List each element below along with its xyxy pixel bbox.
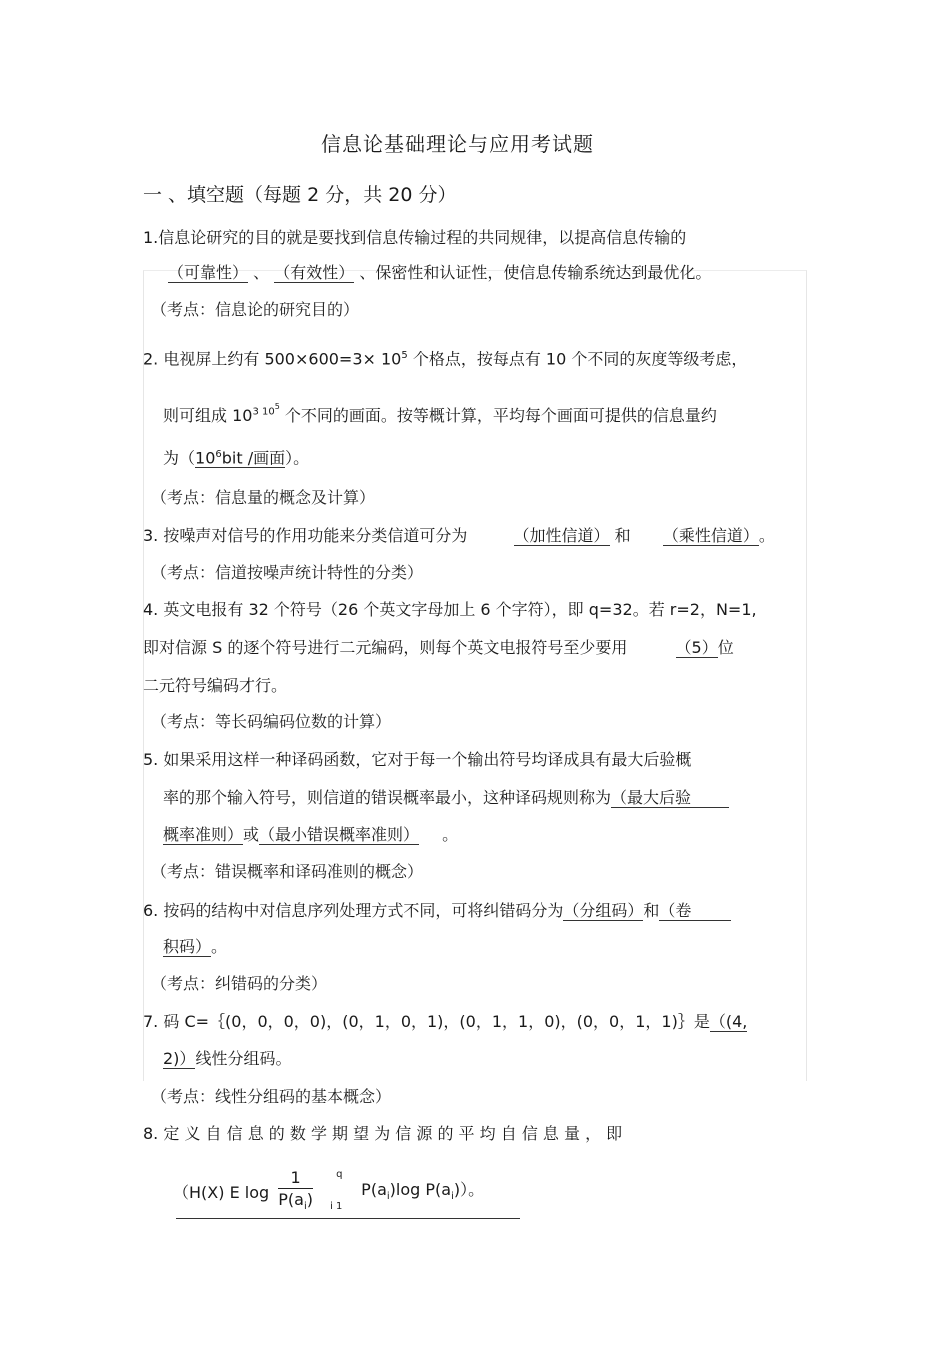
q7-line1 (143, 1012, 747, 1032)
q1-sep: 、 (253, 263, 270, 282)
q6-line1 (143, 901, 731, 921)
q8-formula-start: （H(X) E log (173, 1183, 270, 1203)
q4-note: （考点：等长码编码位数的计算） (151, 712, 392, 731)
q8-fraction-den (278, 1189, 313, 1218)
q2-text-d: 个不同的画面。按等概计算，平均每个画面可提供的信息量约 (279, 406, 717, 425)
q8-fraction (278, 1168, 313, 1218)
q8-rest-a: P(a (361, 1179, 387, 1199)
q4-line3: 二元符号编码才行。 (143, 676, 288, 695)
q8-fraction-num: 1 (278, 1168, 313, 1189)
q2-text-a: 2. 电视屏上约有 500×600=3× 10 (143, 349, 402, 369)
q2-answer (195, 446, 285, 468)
q5-answer-2: （最小错误概率准则） (259, 825, 420, 844)
q8-den-text: P(a (278, 1190, 304, 1209)
q2-text-e: 为（ (163, 448, 196, 468)
q6-text: 6. 按码的结构中对信息序列处理方式不同，可将纠错码分为 (143, 901, 564, 920)
q8-end: 。 (468, 1179, 485, 1199)
q2-answer-exp: 6 (215, 449, 222, 460)
q3-answer-1: （加性信道） (513, 526, 610, 545)
q4-text: 即对信源 S 的逐个符号进行二元编码，则每个英文电报符号至少要用 (143, 638, 628, 657)
q2-answer-base: 10 (195, 448, 216, 468)
q2-text-c: 则可组成 10 (163, 406, 253, 425)
q5-note: （考点：错误概率和译码准则的概念） (151, 862, 424, 881)
q1-text2: 、保密性和认证性，使信息传输系统达到最优化。 (359, 263, 712, 282)
q1-answer-1: （可靠性） (168, 263, 249, 282)
q2-line1 (143, 346, 747, 369)
q6-answer-1: （分组码） (563, 901, 644, 920)
q2-text-b: 个格点，按每点有 10 个不同的灰度等级考虑， (407, 349, 748, 369)
q8-sum-top: q (336, 1169, 343, 1181)
q4-text-end: 位 (717, 638, 734, 657)
q8-den-close: ) (306, 1190, 313, 1209)
q2-line3 (163, 446, 309, 468)
q1-line2 (168, 263, 711, 283)
q2-exp-b: 3 10 (252, 406, 275, 418)
q8-rest-sub-b: i (451, 1190, 454, 1202)
q2-exp-c: 5 (274, 402, 280, 411)
q6-answer-2b: 积码） (163, 937, 212, 956)
q4-answer: （5） (675, 638, 718, 657)
q5-answer-1a: （最大后验 (611, 789, 729, 808)
q2-exp-a: 5 (401, 350, 408, 361)
q2-answer-unit: bit /画面 (221, 448, 286, 468)
q5-end: 。 (442, 825, 459, 844)
q3-answer-2: （乘性信道） (662, 526, 759, 545)
q6-end: 。 (211, 937, 228, 956)
q6-note: （考点：纠错码的分类） (151, 974, 328, 993)
q7-answer-b: 2)） (163, 1049, 196, 1068)
q3-mid: 和 (614, 526, 631, 545)
q5-line1: 5. 如果采用这样一种译码函数，它对于每一个输出符号均译成具有最大后验概 (143, 750, 692, 769)
q8-answer-underline (176, 1218, 520, 1219)
q5-line2 (163, 788, 729, 808)
q3-line1 (143, 526, 775, 546)
section-heading: 一 、填空题（每题 2 分，共 20 分） (143, 184, 457, 206)
q5-text: 率的那个输入符号，则信道的错误概率最小，这种译码规则称为 (163, 788, 612, 807)
q6-line2 (163, 937, 227, 957)
q1-line1: 1.信息论研究的目的就是要找到信息传输过程的共同规律，以提高信息传输的 (143, 228, 687, 247)
q7-text: 7. 码 C=｛(0，0，0，0)，(0，1，0，1)，(0，1，1，0)，(0，0，1，1)｝是 (143, 1012, 710, 1031)
q3-end: 。 (758, 526, 775, 545)
page-title: 信息论基础理论与应用考试题 (321, 132, 594, 156)
q3-text: 3. 按噪声对信号的作用功能来分类信道可分为 (143, 526, 468, 545)
q2-note: （考点：信息量的概念及计算） (151, 488, 376, 507)
q5-answer-1b: 概率准则） (163, 825, 244, 844)
q8-den-sub: i (303, 1201, 307, 1213)
q8-rest-b: )log P(a (389, 1179, 452, 1199)
q5-mid: 或 (243, 825, 260, 844)
q7-end: 线性分组码。 (195, 1049, 292, 1068)
q8-sum (322, 1171, 356, 1215)
q6-mid: 和 (643, 901, 660, 920)
q2-line2 (163, 397, 717, 426)
q4-line2 (143, 638, 734, 658)
q8-rest-sub-a: i (386, 1190, 390, 1202)
q7-answer-a: （(4, (709, 1012, 748, 1031)
q2-text-f: ）。 (285, 448, 310, 468)
q7-note: （考点：线性分组码的基本概念） (151, 1087, 392, 1106)
q8-formula-rest (361, 1179, 485, 1202)
q4-line1: 4. 英文电报有 32 个符号（26 个英文字母加上 6 个字符），即 q=32。若 r=2，N=1, (143, 600, 757, 619)
q1-note: （考点：信息论的研究目的） (151, 300, 360, 319)
q1-answer-2: （有效性） (274, 263, 355, 282)
q8-formula (173, 1168, 484, 1212)
q8-rest-c: )） (453, 1179, 469, 1199)
q8-line1: 8. 定 义 自 信 息 的 数 学 期 望 为 信 源 的 平 均 自 信 息 量 ， 即 (143, 1124, 623, 1143)
q8-sum-bottom: i 1 (330, 1201, 343, 1213)
q7-line2 (163, 1049, 291, 1069)
q5-line3 (163, 825, 458, 845)
q3-note: （考点：信道按噪声统计特性的分类） (151, 563, 424, 582)
q6-answer-2a: （卷 (659, 902, 731, 921)
